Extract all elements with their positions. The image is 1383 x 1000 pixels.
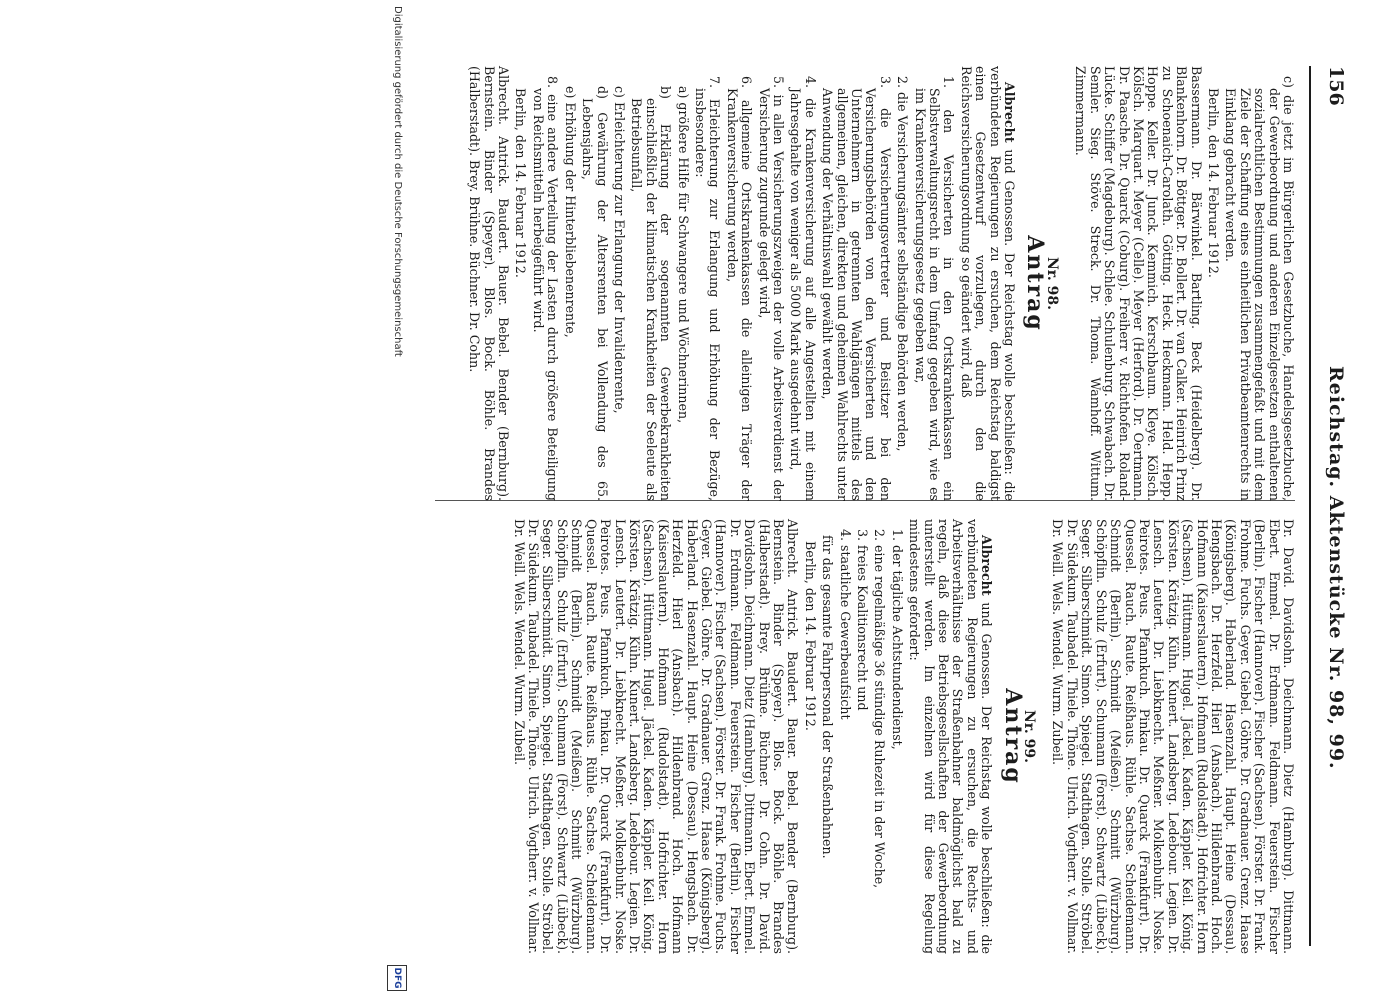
intro-item: c) die jetzt im Bürgerlichen Gesetzbuche, Handelsgesetzbuche, der Gewerbeordnung und anderen Einzelgesetzen enthaltenen sozialrechtlichen Bestimmungen zusammengefaßt und mit dem Ziele der Schaffung eines einheitlichen Privatbeamtenrechts in Einklang gebracht werden. (1223, 76, 1296, 501)
dfg-logo: DFG (387, 965, 407, 991)
motion-item: 2. eine regelmäßige 36 stündige Ruhezeit in der Woche, (872, 529, 888, 889)
digitization-note: Digitalisierung gefördert durch die Deutsche Forschungsgemeinschaft (392, 6, 403, 357)
motion-lead (907, 519, 993, 954)
date-line: Berlin, den 14. Februar 1912. (513, 88, 529, 278)
lead-text: und Genossen. Der Reichstag wolle beschließen: die verbündeten Regierungen zu ersuchen, dem Reichstag baldigst einen Gesetzentwurf vorzulegen, durch den die Reichsversicherungsordnung so geändert wird, daß (958, 66, 1018, 501)
right-column (509, 519, 1295, 954)
lead-text: und Genossen. Der Reichstag wolle beschließen: die verbündeten Regierungen zu ersuchen, die Rechts- und Arbeitsverhältnisse der Straßenbahner baldmöglichst bald zu regeln, daß diese Betriebsgesellschaften der Gewerbeordnung unterstellt werden. Im einzelnen wird für diese Regelung mindestens gefordert: (907, 519, 995, 954)
date-line: Berlin, den 14. Februar 1912. (1205, 88, 1221, 278)
date-line: Berlin, den 14. Februar 1912. (802, 541, 818, 731)
motion-subitem: c) Erleichterung zur Erlangung der Invalidenrente, (611, 86, 627, 414)
document-number: Nr. 99. (1021, 710, 1038, 763)
motion-item: 1. den Versicherten in den Ortskrankenkassen ein Selbstverwaltungsrecht in dem Umfang gegeben wird, wie es im Krankenversicherungsgesetz gegeben war, (912, 76, 957, 501)
left-column (465, 66, 1295, 501)
motion-lead (958, 66, 1016, 501)
lead-name: Albrecht (1002, 82, 1018, 143)
motion-item: 2. die Versicherungsämter selbständige Behörden werden, (895, 76, 911, 452)
page-number: 156 (1325, 66, 1347, 106)
motion-item: 7. Erleichterung zur Erlangung und Erhöhung der Bezüge, insbesondere: (692, 76, 723, 501)
lead-name: Albrecht (979, 535, 995, 596)
motion-item: 4. die Krankenversicherung auf alle Angestellten mit einem Jahresgehalte von weniger als 5000 Mark ausgedehnt wird, (788, 76, 818, 501)
header-rule (1309, 66, 1311, 946)
motion-subitem: b) Erklärung der sogenannten Gewerbekrankheiten einschließlich der klimatischen Krankheiten der Seeleute als Betriebsunfall, (629, 86, 674, 501)
motion-item: 5. in allen Versicherungszweigen der volle Arbeitsverdienst der Versicherung zugrunde gelegt wird, (756, 76, 786, 501)
motion-subitem: a) größere Hilfe für Schwangere und Wöchnerinnen, (675, 86, 691, 424)
motion-subitem: d) Gewährung der Altersrenten bei Vollendung des 65. Lebensjahrs, (580, 86, 610, 501)
motion-item: 3. freies Koalitionsrecht und (855, 529, 871, 711)
signatories: Albrecht. Antrick. Baudert. Bauer. Bebel. Bender (Bernburg). Bernstein. Binder (Speyer). Blos. Bock. Böhle. Brandes (Halberstadt). Brey. Brühne. Büchner. Dr. Cohn. Dr. David. Davidsohn. Deichmann. Dietz (Hamburg). Dittmann. Ebert. Emmel. Dr. Erdmann. Feldmann. Feuerstein. Fischer (Berlin). Fischer (Hannover). Fischer (Sachsen). Förster. Dr. Frank. Frohme. Fuchs. Geyer. Giebel. Göhre. Dr. Gradnauer. Grenz. Haase (Königsberg). Haberland. Hasenzahl. Haupt. Heine (Dessau). Hengsbach. Dr. Herzfeld. Hierl (Ansbach). Hildenbrand. Hoch. Hofmann (Kaiserslautern). Hofmann (Rudolstadt). Hofrichter. Horn (Sachsen). Hüttmann. Hugel. Jäckel. Kaden. Käppler. Keil. König. Körsten. Krätzig. Kühn. Kunert. Landsberg. Ledebour. Legien. Dr. Lensch. Leutert. Dr. Liebknecht. Meßner. Molkenbuhr. Noske. Peirotes. Peus. Pfannkuch. Pinkau. Dr. Quarck (Frankfurt). Dr. Quessel. Rauch. Raute. Reißhaus. Rühle. Sachse. Scheidemann. Schmidt (Berlin). Schmidt (Meißen). Schmitt (Würzburg). Schöpflin. Schulz (Erfurt). Schumann (Forst). Schwartz (Lübeck). Seger. Silberschmidt. Simon. Spiegel. Stadthagen. Stolle. Ströbel. Dr. Südekum. Taubadel. Thiele. Thöne. Ulrich. Vogtherr. v. Vollmar. Dr. Weill. Wels. Wendel. Wurm. Zubeil. (511, 519, 801, 954)
motion-item: 6. allgemeine Ortskrankenkassen die alleinigen Träger der Krankenversicherung werden, (724, 76, 755, 501)
antrag-heading: Antrag (1022, 235, 1049, 332)
signatories: Albrecht. Antrick. Baudert. Bauer. Bebel. Bender (Bernburg). Bernstein. Binder (Speyer). Blos. Bock. Böhle. Brandes (Halberstadt). Brey. Brühne. Büchner. Dr. Cohn. (467, 66, 512, 501)
motion-item: 3. die Versicherungsvertreter und Beisitzer bei den Versicherungsbehörden von den Versicherten und den Unternehmern in getrennten Wahlgängen mittels des allgemeinen, gleichen, direkten und geheimen Wahlrechts unter Anwendung der Verhältniswahl gewählt werden, (820, 76, 893, 501)
running-title: Reichstag. Aktenstücke Nr. 98, 99. (1325, 366, 1347, 770)
motion-item: 1. der tägliche Achtstundendienst, (889, 529, 905, 750)
document-number: Nr. 98. (1043, 257, 1060, 310)
signatories: Bassermann. Dr. Bärwinkel. Bartling. Beck (Heidelberg). Dr. Blankenhorn. Dr. Böttger. Dr. Bollert. Dr. van Calker. Heinrich Prinz zu Schoenaich-Carolath. Götting. Heck. Heckmann. Held. Hepp. Hoppe. Keller. Dr. Junck. Kemmich. Kerschbaum. Kleye. Kölsch. Kölsch. Marquart. Meyer (Celle). Meyer (Herford). Dr. Oertmann. Dr. Paasche. Dr. Quarck (Coburg). Freiherr v. Richthofen. Roland-Lücke. Schiffer (Magdeburg). Schlee. Schulenburg. Schwabach. Dr. Semler. Sieg. Stöve. Streck. Dr. Thoma. Wamhoff. Wittum. Zimmermann. (1073, 66, 1204, 501)
signatories: Dr. David. Davidsohn. Deichmann. Dietz (Hamburg). Dittmann. Ebert. Emmel. Dr. Erdmann. Feldmann. Feuerstein. Fischer (Berlin). Fischer (Hannover). Fischer (Sachsen). Förster. Dr. Frank. Frohme. Fuchs. Geyer. Giebel. Göhre. Dr. Gradnauer. Grenz. Haase (Königsberg). Haberland. Hasenzahl. Haupt. Heine (Dessau). Hengsbach. Dr. Herzfeld. Hierl (Ansbach). Hildenbrand. Hoch. Hofmann (Kaiserslautern). Hofmann (Rudolstadt). Hofrichter. Horn (Sachsen). Hüttmann. Hugel. Jäckel. Kaden. Käppler. Keil. König. Körsten. Krätzig. Kühn. Kunert. Landsberg. Ledebour. Legien. Dr. Lensch. Leutert. Dr. Liebknecht. Meßner. Molkenbuhr. Noske. Peirotes. Peus. Pfannkuch. Pinkau. Dr. Quarck (Frankfurt). Dr. Quessel. Rauch. Raute. Reißhaus. Rühle. Sachse. Scheidemann. Schmidt (Berlin). Schmidt (Meißen). Schmitt (Würzburg). Schöpflin. Schulz (Erfurt). Schumann (Forst). Schwartz (Lübeck). Seger. Silberschmidt. Simon. Spiegel. Stadthagen. Stolle. Ströbel. Dr. Südekum. Taubadel. Thiele. Thöne. Ulrich. Vogtherr. v. Vollmar. Dr. Weill. Wels. Wendel. Wurm. Zubeil. (1050, 519, 1296, 954)
motion-item: 4. staatliche Gewerbeaufsicht (837, 529, 853, 720)
motion-item: 8. eine andere Verteilung der Lasten durch größere Beteiligung von Reichsmitteln herbeigeführt wird. (530, 76, 561, 501)
motion-closing: für das gesamte Fahrpersonal der Straßenbahnen. (820, 535, 836, 859)
antrag-heading: Antrag (999, 688, 1026, 785)
page-header (1317, 66, 1347, 946)
motion-subitem: e) Erhöhung der Hinterbliebenenrente, (562, 86, 578, 338)
